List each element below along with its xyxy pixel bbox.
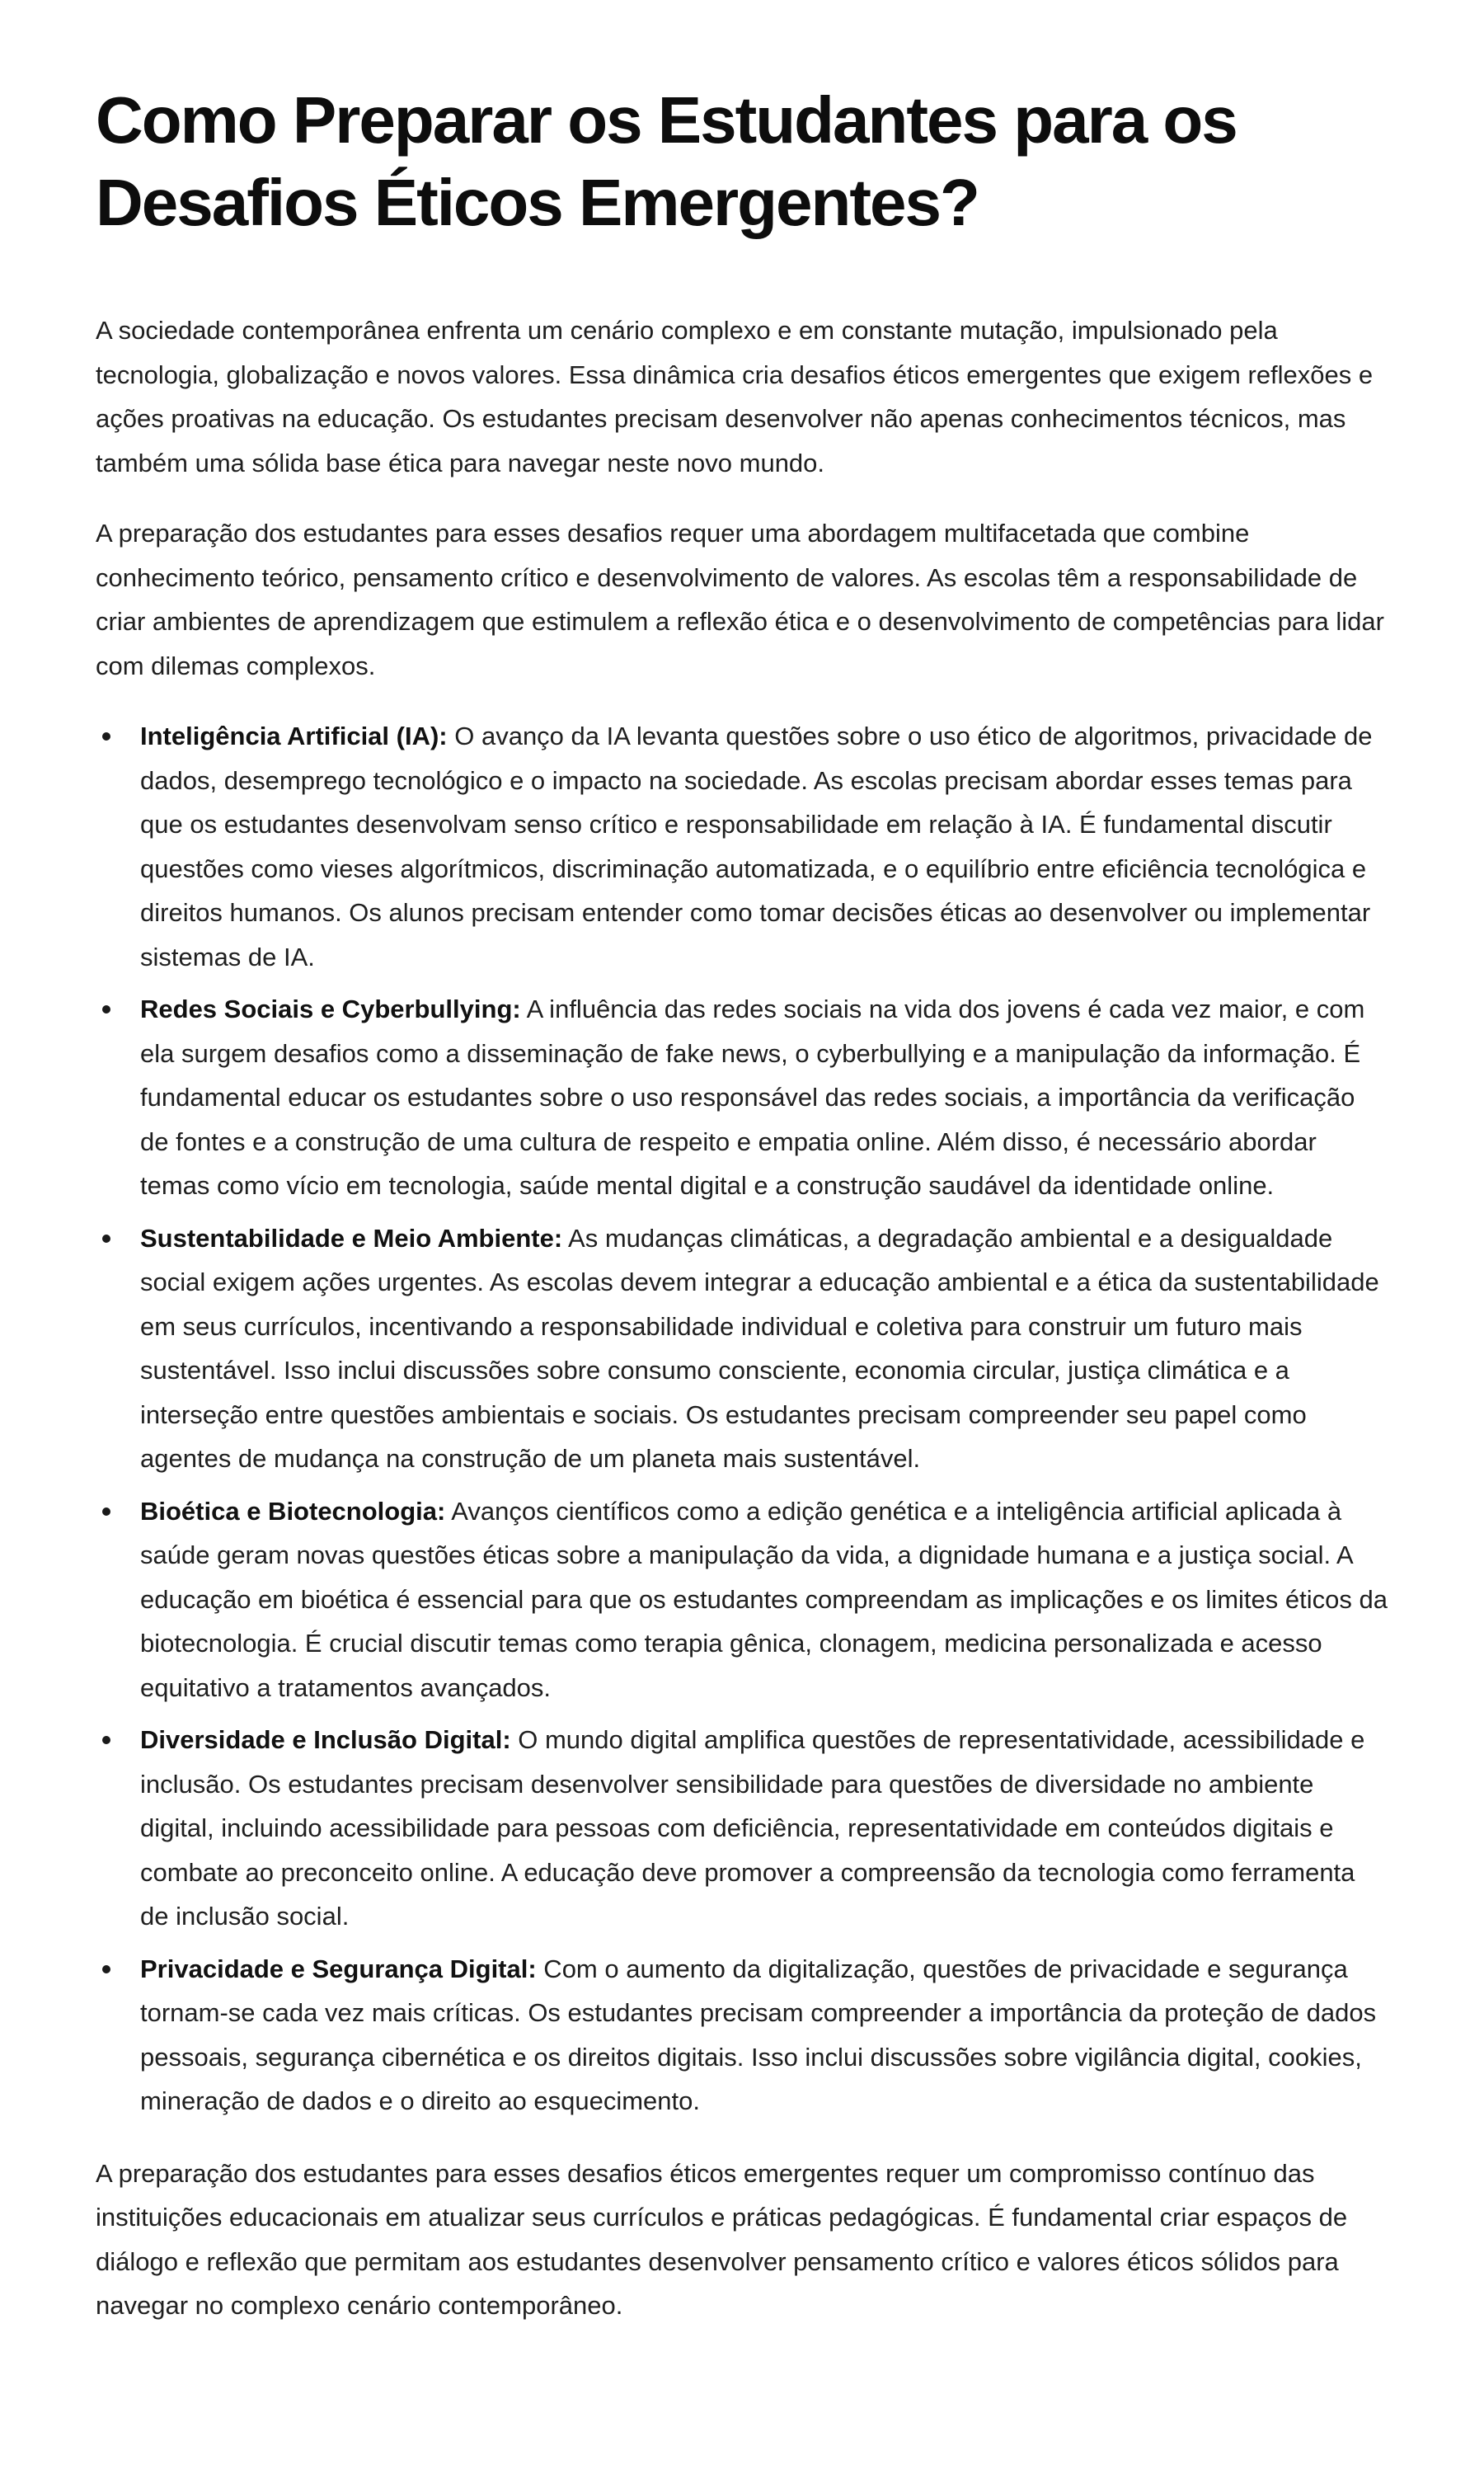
list-item — [96, 1947, 1388, 2124]
topic-term: Privacidade e Segurança Digital: — [140, 1954, 537, 1983]
topic-term: Redes Sociais e Cyberbullying: — [140, 995, 521, 1023]
topic-text: Com o aumento da digitalização, questões de privacidade e segurança tornam-se cada vez mais críticas. Os estudantes precisam compreender a importância da proteção de dados pessoais, segurança cibernética e os direitos digitais. Isso inclui discussões sobre vigilância digital, cookies, mineração de dados e o direito ao esquecimento. — [140, 1954, 1377, 2115]
list-item — [96, 1489, 1388, 1710]
topic-term: Sustentabilidade e Meio Ambiente: — [140, 1223, 563, 1253]
topics-list — [96, 714, 1388, 2124]
intro-paragraph-2: A preparação dos estudantes para esses desafios requer uma abordagem multifacetada que combine conhecimento teórico, pensamento crítico e desenvolvimento de valores. As escolas têm a responsabilidade de criar ambientes de aprendizagem que estimulem a reflexão ética e o desenvolvimento de competências para lidar com dilemas complexos. — [96, 519, 1384, 680]
topic-text: As mudanças climáticas, a degradação ambiental e a desigualdade social exigem ações urgentes. As escolas devem integrar a educação ambiental e a ética da sustentabilidade em seus currículos, incentivando a responsabilidade individual e coletiva para construir um futuro mais sustentável. Isso inclui discussões sobre consumo consciente, economia circular, justiça climática e a interseção entre questões ambientais e sociais. Os estudantes precisam compreender seu papel como agentes de mudança na construção de um planeta mais sustentável. — [140, 1223, 1379, 1473]
topic-text: Avanços científicos como a edição genética e a inteligência artificial aplicada à saúde geram novas questões éticas sobre a manipulação da vida, a dignidade humana e a justiça social. A educação em bioética é essencial para que os estudantes compreendam as implicações e os limites éticos da biotecnologia. É crucial discutir temas como terapia gênica, clonagem, medicina personalizada e acesso equitativo a tratamentos avançados. — [140, 1496, 1388, 1702]
list-item — [96, 1216, 1388, 1481]
bullet-icon — [102, 1235, 110, 1243]
intro-paragraph-1: A sociedade contemporânea enfrenta um cenário complexo e em constante mutação, impulsionado pela tecnologia, globalização e novos valores. Essa dinâmica cria desafios éticos emergentes que exigem reflexões e ações proativas na educação. Os estudantes precisam desenvolver não apenas conhecimentos técnicos, mas também uma sólida base ética para navegar neste novo mundo. — [96, 316, 1374, 477]
topic-text: O avanço da IA levanta questões sobre o uso ético de algoritmos, privacidade de dados, desemprego tecnológico e o impacto na sociedade. As escolas precisam abordar esses temas para que os estudantes desenvolvam senso crítico e responsabilidade em relação à IA. É fundamental discutir questões como vieses algorítmicos, discriminação automatizada, e o equilíbrio entre eficiência tecnológica e direitos humanos. Os alunos precisam entender como tomar decisões éticas ao desenvolver ou implementar sistemas de IA. — [140, 722, 1373, 971]
bullet-icon — [102, 1005, 110, 1014]
bullet-icon — [102, 732, 110, 741]
topic-text: A influência das redes sociais na vida dos jovens é cada vez maior, e com ela surgem desafios como a disseminação de fake news, o cyberbullying e a manipulação da informação. É fundamental educar os estudantes sobre o uso responsável das redes sociais, a importância da verificação de fontes e a construção de uma cultura de respeito e empatia online. Além disso, é necessário abordar temas como vício em tecnologia, saúde mental digital e a construção saudável da identidade online. — [140, 995, 1365, 1200]
topic-text: O mundo digital amplifica questões de representatividade, acessibilidade e inclusão. Os estudantes precisam desenvolver sensibilidade para questões de diversidade no ambiente digital, incluindo acessibilidade para pessoas com deficiência, representatividade em conteúdos digitais e combate ao preconceito online. A educação deve promover a compreensão da tecnologia como ferramenta de inclusão social. — [140, 1725, 1365, 1931]
list-item — [96, 987, 1388, 1208]
list-item — [96, 1718, 1388, 1939]
bullet-icon — [102, 1736, 110, 1744]
topic-term: Bioética e Biotecnologia: — [140, 1496, 446, 1526]
bullet-icon — [102, 1507, 110, 1516]
conclusion-paragraph: A preparação dos estudantes para esses desafios éticos emergentes requer um compromisso contínuo das instituições educacionais em atualizar seus currículos e práticas pedagógicas. É fundamental criar espaços de diálogo e reflexão que permitam aos estudantes desenvolver pensamento crítico e valores éticos sólidos para navegar no complexo cenário contemporâneo. — [96, 2158, 1348, 2320]
list-item — [96, 714, 1388, 979]
bullet-icon — [102, 1965, 110, 1973]
topic-term: Diversidade e Inclusão Digital: — [140, 1725, 511, 1754]
topic-term: Inteligência Artificial (IA): — [140, 722, 448, 750]
page-title: Como Preparar os Estudantes para os Desafios Éticos Emergentes? — [96, 83, 1237, 239]
